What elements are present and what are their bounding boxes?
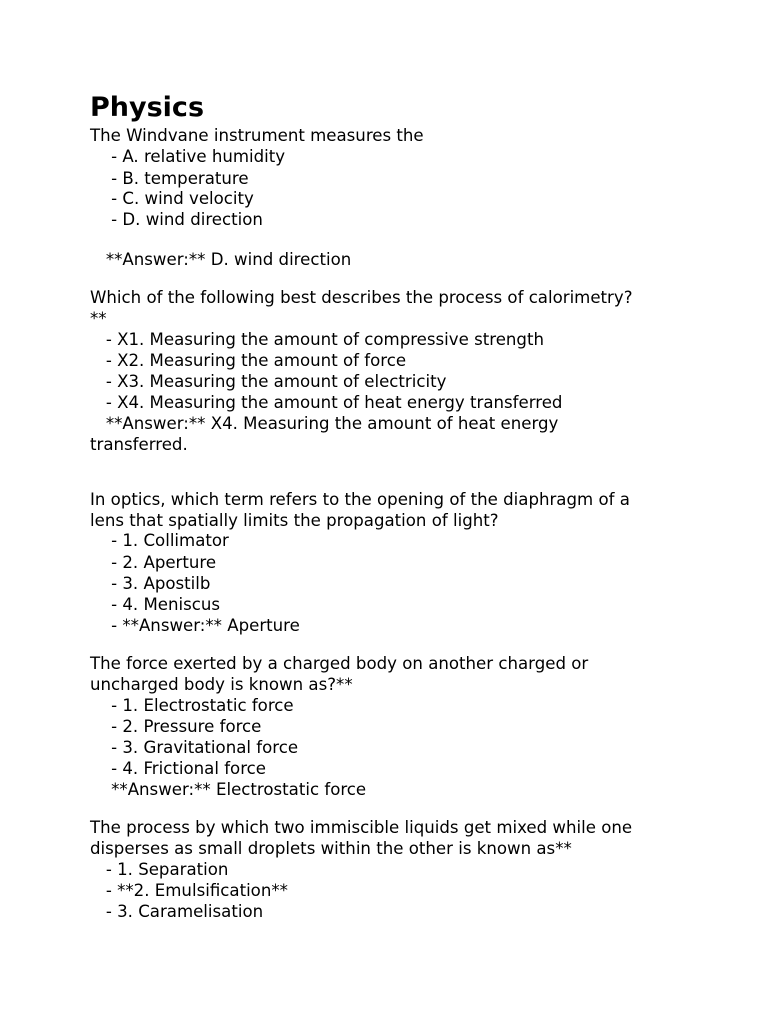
q4-option-1: - 1. Electrostatic force — [90, 696, 294, 715]
q2-option-x4: - X4. Measuring the amount of heat energy transferred — [90, 393, 563, 412]
q2-option-x1: - X1. Measuring the amount of compressive strength — [90, 330, 544, 349]
q3-option-2: - 2. Aperture — [90, 553, 217, 572]
q1-option-a: - A. relative humidity — [90, 147, 286, 166]
q1-answer: **Answer:** D. wind direction — [90, 250, 352, 269]
q4-option-2: - 2. Pressure force — [90, 717, 262, 736]
q3-option-3: - 3. Apostilb — [90, 574, 211, 593]
q4-question-line-1: The force exerted by a charged body on another charged or — [90, 654, 589, 673]
q1-option-b: - B. temperature — [90, 169, 249, 188]
q1-question: The Windvane instrument measures the — [90, 126, 424, 145]
q5-question-line-1: The process by which two immiscible liquids get mixed while one — [90, 818, 633, 837]
q2-option-x2: - X2. Measuring the amount of force — [90, 351, 407, 370]
q2-question-line-2: ** — [90, 309, 107, 328]
q1-option-c: - C. wind velocity — [90, 189, 254, 208]
q5-option-2: - **2. Emulsification** — [90, 881, 288, 900]
page-title: Physics — [90, 92, 205, 123]
q4-option-3: - 3. Gravitational force — [90, 738, 299, 757]
q5-option-1: - 1. Separation — [90, 860, 229, 879]
q2-answer-line-2: transferred. — [90, 435, 188, 454]
q2-question-line-1: Which of the following best describes the process of calorimetry? — [90, 288, 633, 307]
q5-question-line-2: disperses as small droplets within the other is known as** — [90, 839, 572, 858]
q4-question-line-2: uncharged body is known as?** — [90, 675, 353, 694]
q3-question-line-2: lens that spatially limits the propagation of light? — [90, 511, 499, 530]
q3-option-4: - 4. Meniscus — [90, 595, 221, 614]
q3-answer: - **Answer:** Aperture — [90, 616, 300, 635]
q4-option-4: - 4. Frictional force — [90, 759, 266, 778]
q3-option-1: - 1. Collimator — [90, 531, 229, 550]
q1-option-d: - D. wind direction — [90, 210, 263, 229]
q2-option-x3: - X3. Measuring the amount of electricity — [90, 372, 447, 391]
q3-question-line-1: In optics, which term refers to the opening of the diaphragm of a — [90, 490, 630, 509]
q2-answer-line-1: **Answer:** X4. Measuring the amount of heat energy — [90, 414, 559, 433]
q4-answer: **Answer:** Electrostatic force — [90, 780, 367, 799]
q5-option-3: - 3. Caramelisation — [90, 902, 264, 921]
